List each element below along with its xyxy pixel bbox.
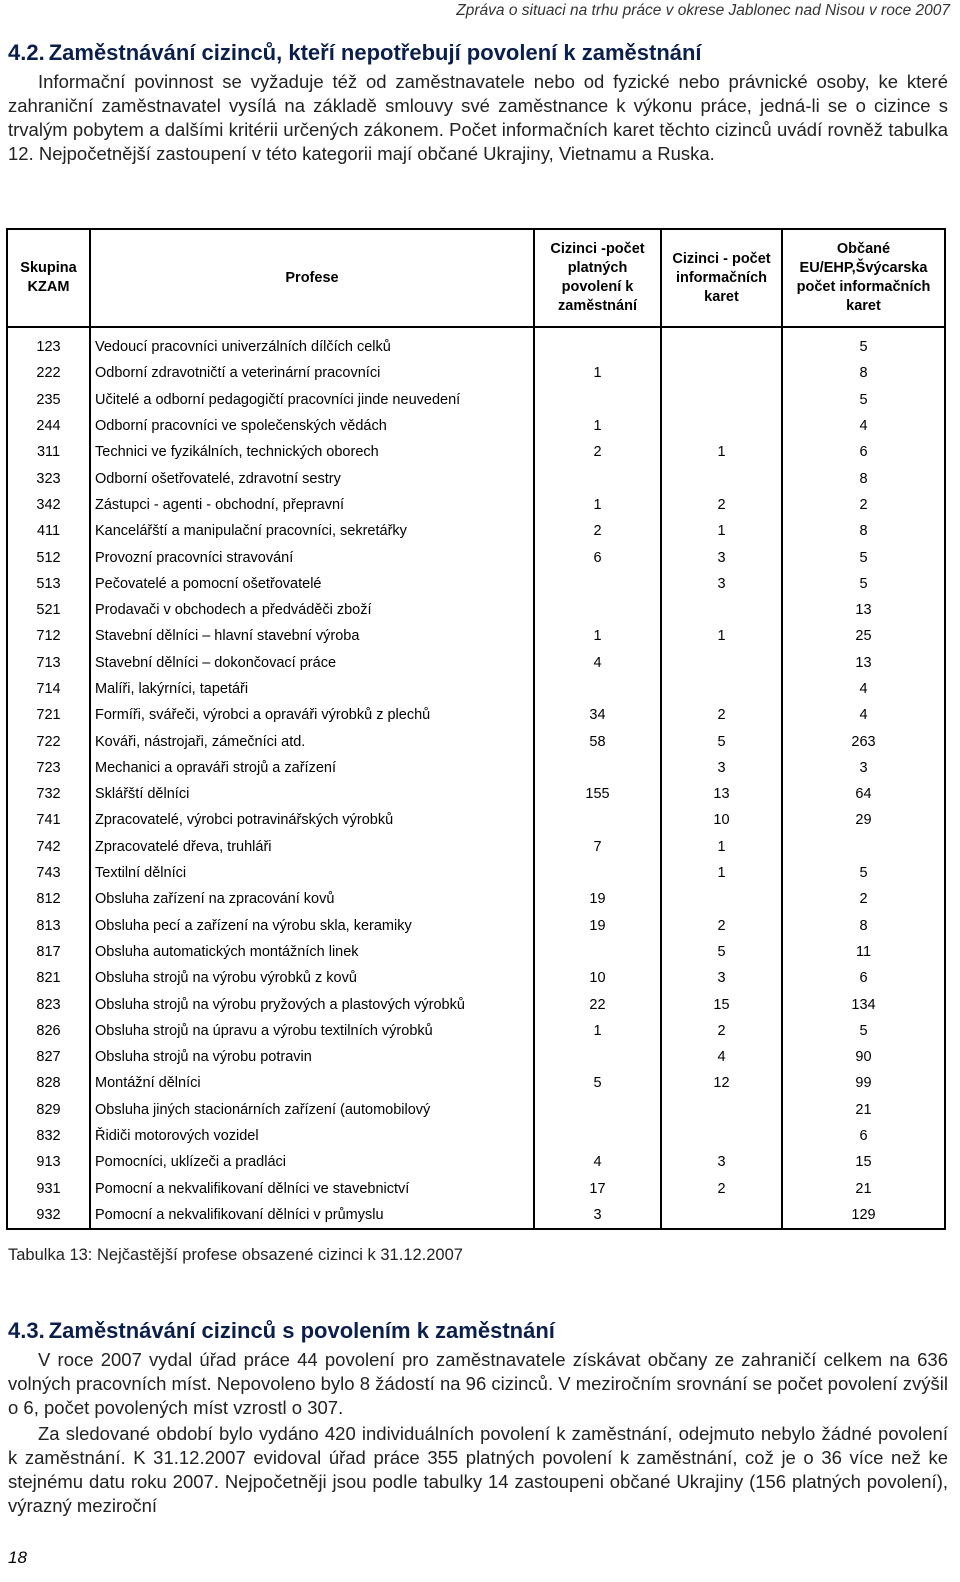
table-row <box>7 991 945 1017</box>
table-row <box>7 327 945 360</box>
info-cards-cell: 1 <box>661 623 782 649</box>
profession-cell: Obsluha strojů na výrobu výrobků z kovů <box>90 965 534 991</box>
permits-cell <box>534 327 661 360</box>
eu-info-cards-cell: 134 <box>782 991 945 1017</box>
kzam-code-cell: 244 <box>7 413 90 439</box>
kzam-code-cell: 123 <box>7 327 90 360</box>
info-cards-cell: 15 <box>661 991 782 1017</box>
table-row <box>7 571 945 597</box>
table-row <box>7 518 945 544</box>
profession-cell: Zpracovatelé, výrobci potravinářských výrobků <box>90 807 534 833</box>
section-heading-4-2 <box>8 40 702 66</box>
table-row <box>7 1018 945 1044</box>
kzam-code-cell: 817 <box>7 939 90 965</box>
profession-cell: Montážní dělníci <box>90 1070 534 1096</box>
profession-cell: Kováři, nástrojaři, zámečníci atd. <box>90 728 534 754</box>
permits-cell: 1 <box>534 492 661 518</box>
table-row <box>7 886 945 912</box>
eu-info-cards-cell: 129 <box>782 1202 945 1229</box>
kzam-code-cell: 723 <box>7 755 90 781</box>
table-row <box>7 728 945 754</box>
table-row <box>7 387 945 413</box>
info-cards-cell: 2 <box>661 702 782 728</box>
permits-cell: 155 <box>534 781 661 807</box>
profession-cell: Prodavači v obchodech a předváděči zboží <box>90 597 534 623</box>
kzam-code-cell: 913 <box>7 1149 90 1175</box>
table-row <box>7 597 945 623</box>
eu-info-cards-cell: 5 <box>782 544 945 570</box>
info-cards-cell: 1 <box>661 439 782 465</box>
section-heading-4-3 <box>8 1318 555 1344</box>
eu-info-cards-cell: 2 <box>782 886 945 912</box>
permits-cell: 4 <box>534 650 661 676</box>
profession-cell: Malíři, lakýrníci, tapetáři <box>90 676 534 702</box>
info-cards-cell: 3 <box>661 571 782 597</box>
kzam-code-cell: 931 <box>7 1176 90 1202</box>
eu-info-cards-cell: 6 <box>782 965 945 991</box>
table-row <box>7 439 945 465</box>
profession-cell: Obsluha strojů na úpravu a výrobu textilních výrobků <box>90 1018 534 1044</box>
profession-cell: Zástupci - agenti - obchodní, přepravní <box>90 492 534 518</box>
eu-info-cards-cell: 3 <box>782 755 945 781</box>
kzam-code-cell: 826 <box>7 1018 90 1044</box>
info-cards-cell: 3 <box>661 965 782 991</box>
info-cards-cell <box>661 387 782 413</box>
info-cards-cell <box>661 1202 782 1229</box>
eu-info-cards-cell: 8 <box>782 913 945 939</box>
profession-cell: Technici ve fyzikálních, technických oborech <box>90 439 534 465</box>
table-row <box>7 965 945 991</box>
kzam-code-cell: 741 <box>7 807 90 833</box>
eu-info-cards-cell: 99 <box>782 1070 945 1096</box>
profession-cell: Obsluha automatických montážních linek <box>90 939 534 965</box>
permits-cell: 58 <box>534 728 661 754</box>
kzam-code-cell: 828 <box>7 1070 90 1096</box>
permits-cell: 10 <box>534 965 661 991</box>
eu-info-cards-cell: 13 <box>782 650 945 676</box>
eu-info-cards-cell: 90 <box>782 1044 945 1070</box>
profession-cell: Řidiči motorových vozidel <box>90 1123 534 1149</box>
table-row <box>7 755 945 781</box>
kzam-code-cell: 743 <box>7 860 90 886</box>
permits-cell: 5 <box>534 1070 661 1096</box>
eu-info-cards-cell: 64 <box>782 781 945 807</box>
profession-cell: Formíři, svářeči, výrobci a opraváři výrobků z plechů <box>90 702 534 728</box>
info-cards-cell: 1 <box>661 518 782 544</box>
table-row <box>7 939 945 965</box>
eu-info-cards-cell: 5 <box>782 860 945 886</box>
kzam-code-cell: 821 <box>7 965 90 991</box>
info-cards-cell <box>661 597 782 623</box>
table-row <box>7 781 945 807</box>
info-cards-cell: 1 <box>661 860 782 886</box>
kzam-code-cell: 411 <box>7 518 90 544</box>
table-row <box>7 623 945 649</box>
table-row <box>7 1070 945 1096</box>
table-row <box>7 544 945 570</box>
profession-cell: Učitelé a odborní pedagogičtí pracovníci jinde neuvedení <box>90 387 534 413</box>
eu-info-cards-cell: 6 <box>782 1123 945 1149</box>
kzam-code-cell: 832 <box>7 1123 90 1149</box>
profession-cell: Odborní zdravotničtí a veterinární pracovníci <box>90 360 534 386</box>
info-cards-cell: 1 <box>661 834 782 860</box>
eu-info-cards-cell: 263 <box>782 728 945 754</box>
permits-cell: 17 <box>534 1176 661 1202</box>
eu-info-cards-cell: 4 <box>782 676 945 702</box>
profession-cell: Obsluha strojů na výrobu pryžových a plastových výrobků <box>90 991 534 1017</box>
profession-cell: Mechanici a opraváři strojů a zařízení <box>90 755 534 781</box>
permits-cell: 34 <box>534 702 661 728</box>
profession-cell: Odborní pracovníci ve společenských vědách <box>90 413 534 439</box>
eu-info-cards-cell: 4 <box>782 702 945 728</box>
info-cards-cell: 5 <box>661 728 782 754</box>
permits-cell <box>534 755 661 781</box>
table-row <box>7 1202 945 1229</box>
kzam-code-cell: 513 <box>7 571 90 597</box>
kzam-code-cell: 342 <box>7 492 90 518</box>
info-cards-cell <box>661 413 782 439</box>
kzam-code-cell: 813 <box>7 913 90 939</box>
eu-info-cards-cell: 13 <box>782 597 945 623</box>
header-info-cards: Cizinci - počet informačních karet <box>661 229 782 327</box>
eu-info-cards-cell: 21 <box>782 1176 945 1202</box>
table-row <box>7 1097 945 1123</box>
kzam-code-cell: 512 <box>7 544 90 570</box>
eu-info-cards-cell: 2 <box>782 492 945 518</box>
permits-cell: 22 <box>534 991 661 1017</box>
profession-cell: Vedoucí pracovníci univerzálních dílčích celků <box>90 327 534 360</box>
eu-info-cards-cell: 5 <box>782 327 945 360</box>
kzam-code-cell: 323 <box>7 465 90 491</box>
profession-cell: Obsluha pecí a zařízení na výrobu skla, keramiky <box>90 913 534 939</box>
header-permits: Cizinci -počet platných povolení k zaměstnání <box>534 229 661 327</box>
info-cards-cell: 2 <box>661 492 782 518</box>
kzam-code-cell: 712 <box>7 623 90 649</box>
profession-cell: Pomocní a nekvalifikovaní dělníci v průmyslu <box>90 1202 534 1229</box>
eu-info-cards-cell: 29 <box>782 807 945 833</box>
eu-info-cards-cell: 5 <box>782 1018 945 1044</box>
profession-cell: Zpracovatelé dřeva, truhláři <box>90 834 534 860</box>
permits-cell <box>534 1044 661 1070</box>
profession-cell: Obsluha zařízení na zpracování kovů <box>90 886 534 912</box>
eu-info-cards-cell: 15 <box>782 1149 945 1175</box>
page-number: 18 <box>8 1548 27 1567</box>
kzam-code-cell: 311 <box>7 439 90 465</box>
table-caption: Tabulka 13: Nejčastější profese obsazené cizinci k 31.12.2007 <box>8 1246 463 1264</box>
info-cards-cell <box>661 360 782 386</box>
profession-cell: Pečovatelé a pomocní ošetřovatelé <box>90 571 534 597</box>
info-cards-cell <box>661 1123 782 1149</box>
table-row <box>7 465 945 491</box>
info-cards-cell: 3 <box>661 1149 782 1175</box>
section-number: 4.2. <box>8 40 45 65</box>
permits-cell <box>534 1123 661 1149</box>
permits-cell <box>534 860 661 886</box>
info-cards-cell <box>661 465 782 491</box>
eu-info-cards-cell: 6 <box>782 439 945 465</box>
permits-cell <box>534 571 661 597</box>
profession-cell: Stavební dělníci – hlavní stavební výroba <box>90 623 534 649</box>
kzam-table <box>6 228 946 1230</box>
running-header: Zpráva o situaci na trhu práce v okrese Jablonec nad Nisou v roce 2007 <box>456 2 950 19</box>
section-title: Zaměstnávání cizinců, kteří nepotřebují povolení k zaměstnání <box>48 40 702 65</box>
kzam-code-cell: 742 <box>7 834 90 860</box>
permits-cell: 1 <box>534 1018 661 1044</box>
permits-cell: 6 <box>534 544 661 570</box>
table-row <box>7 834 945 860</box>
kzam-code-cell: 714 <box>7 676 90 702</box>
profession-cell: Odborní ošetřovatelé, zdravotní sestry <box>90 465 534 491</box>
permits-cell <box>534 387 661 413</box>
info-cards-cell: 4 <box>661 1044 782 1070</box>
kzam-code-cell: 732 <box>7 781 90 807</box>
eu-info-cards-cell: 8 <box>782 360 945 386</box>
table-row <box>7 1149 945 1175</box>
permits-cell: 19 <box>534 886 661 912</box>
profession-cell: Kancelářští a manipulační pracovníci, sekretářky <box>90 518 534 544</box>
info-cards-cell <box>661 327 782 360</box>
permits-cell <box>534 939 661 965</box>
header-profese: Profese <box>90 229 534 327</box>
section-paragraph: V roce 2007 vydal úřad práce 44 povolení pro zaměstnavatele získávat občany ze zahraničí celkem na 636 volných pracovních míst. Nepovoleno bylo 8 žádostí na 96 cizinců. V meziročním srovnání se počet povolení zvýšil o 6, počet povolených míst vzrostl o 307. <box>8 1349 948 1418</box>
info-cards-cell: 2 <box>661 1176 782 1202</box>
kzam-code-cell: 721 <box>7 702 90 728</box>
info-cards-cell <box>661 1097 782 1123</box>
permits-cell <box>534 676 661 702</box>
eu-info-cards-cell: 8 <box>782 518 945 544</box>
table-row <box>7 492 945 518</box>
profession-cell: Sklářští dělníci <box>90 781 534 807</box>
table-row <box>7 1123 945 1149</box>
permits-cell: 3 <box>534 1202 661 1229</box>
kzam-code-cell: 829 <box>7 1097 90 1123</box>
permits-cell: 2 <box>534 518 661 544</box>
permits-cell <box>534 597 661 623</box>
profession-cell: Pomocní a nekvalifikovaní dělníci ve stavebnictví <box>90 1176 534 1202</box>
table-header-row <box>7 229 945 327</box>
eu-info-cards-cell <box>782 834 945 860</box>
table-row <box>7 650 945 676</box>
info-cards-cell: 2 <box>661 913 782 939</box>
eu-info-cards-cell: 5 <box>782 571 945 597</box>
kzam-code-cell: 932 <box>7 1202 90 1229</box>
permits-cell <box>534 465 661 491</box>
permits-cell <box>534 1097 661 1123</box>
permits-cell: 1 <box>534 413 661 439</box>
table-row <box>7 1176 945 1202</box>
kzam-code-cell: 235 <box>7 387 90 413</box>
section-paragraph: Informační povinnost se vyžaduje též od zaměstnavatele nebo od fyzické nebo právnické osoby, ke které zahraniční zaměstnavatel vysílá na základě smlouvy své zaměstnance k výkonu práce, jedná-li se o cizince s trvalým pobytem a dalšími kritérii určených zákonem. Počet informačních karet těchto cizinců uvádí rovněž tabulka 12. Nejpočetnější zastoupení v této kategorii mají občané Ukrajiny, Vietnamu a Ruska. <box>8 71 948 164</box>
eu-info-cards-cell: 8 <box>782 465 945 491</box>
profession-cell: Obsluha strojů na výrobu potravin <box>90 1044 534 1070</box>
permits-cell: 19 <box>534 913 661 939</box>
table-row <box>7 413 945 439</box>
kzam-code-cell: 827 <box>7 1044 90 1070</box>
info-cards-cell <box>661 676 782 702</box>
eu-info-cards-cell: 21 <box>782 1097 945 1123</box>
info-cards-cell: 3 <box>661 544 782 570</box>
eu-info-cards-cell: 25 <box>782 623 945 649</box>
header-eu-info-cards: Občané EU/EHP,Švýcarska počet informačních karet <box>782 229 945 327</box>
section-paragraph: Za sledované období bylo vydáno 420 individuálních povolení k zaměstnání, odejmuto nebylo žádné povolení k zaměstnání. K 31.12.2007 evidoval úřad práce 355 platných povolení k zaměstnání, což je o 36 více než ke stejnému datu roku 2007. Nejpočetněji jsou podle tabulky 14 zastoupeni občané Ukrajiny (156 platných povolení), výrazný meziroční <box>8 1423 948 1516</box>
profession-cell: Pomocníci, uklízeči a pradláci <box>90 1149 534 1175</box>
kzam-code-cell: 713 <box>7 650 90 676</box>
permits-cell: 4 <box>534 1149 661 1175</box>
section-title: Zaměstnávání cizinců s povolením k zaměstnání <box>48 1318 555 1343</box>
kzam-code-cell: 521 <box>7 597 90 623</box>
table-row <box>7 676 945 702</box>
info-cards-cell <box>661 650 782 676</box>
table-row <box>7 913 945 939</box>
info-cards-cell: 5 <box>661 939 782 965</box>
permits-cell: 1 <box>534 360 661 386</box>
profession-cell: Obsluha jiných stacionárních zařízení (automobilový <box>90 1097 534 1123</box>
table-row <box>7 360 945 386</box>
permits-cell: 7 <box>534 834 661 860</box>
info-cards-cell: 2 <box>661 1018 782 1044</box>
table-row <box>7 702 945 728</box>
kzam-code-cell: 222 <box>7 360 90 386</box>
table-row <box>7 860 945 886</box>
kzam-code-cell: 722 <box>7 728 90 754</box>
info-cards-cell: 12 <box>661 1070 782 1096</box>
permits-cell <box>534 807 661 833</box>
section-number: 4.3. <box>8 1318 45 1343</box>
table-row <box>7 807 945 833</box>
kzam-code-cell: 812 <box>7 886 90 912</box>
eu-info-cards-cell: 5 <box>782 387 945 413</box>
permits-cell: 1 <box>534 623 661 649</box>
table-body <box>7 327 945 1229</box>
profession-cell: Stavební dělníci – dokončovací práce <box>90 650 534 676</box>
eu-info-cards-cell: 11 <box>782 939 945 965</box>
kzam-code-cell: 823 <box>7 991 90 1017</box>
profession-cell: Provozní pracovníci stravování <box>90 544 534 570</box>
info-cards-cell: 3 <box>661 755 782 781</box>
info-cards-cell: 10 <box>661 807 782 833</box>
info-cards-cell: 13 <box>661 781 782 807</box>
profession-cell: Textilní dělníci <box>90 860 534 886</box>
eu-info-cards-cell: 4 <box>782 413 945 439</box>
info-cards-cell <box>661 886 782 912</box>
header-kzam: Skupina KZAM <box>7 229 90 327</box>
permits-cell: 2 <box>534 439 661 465</box>
table-row <box>7 1044 945 1070</box>
